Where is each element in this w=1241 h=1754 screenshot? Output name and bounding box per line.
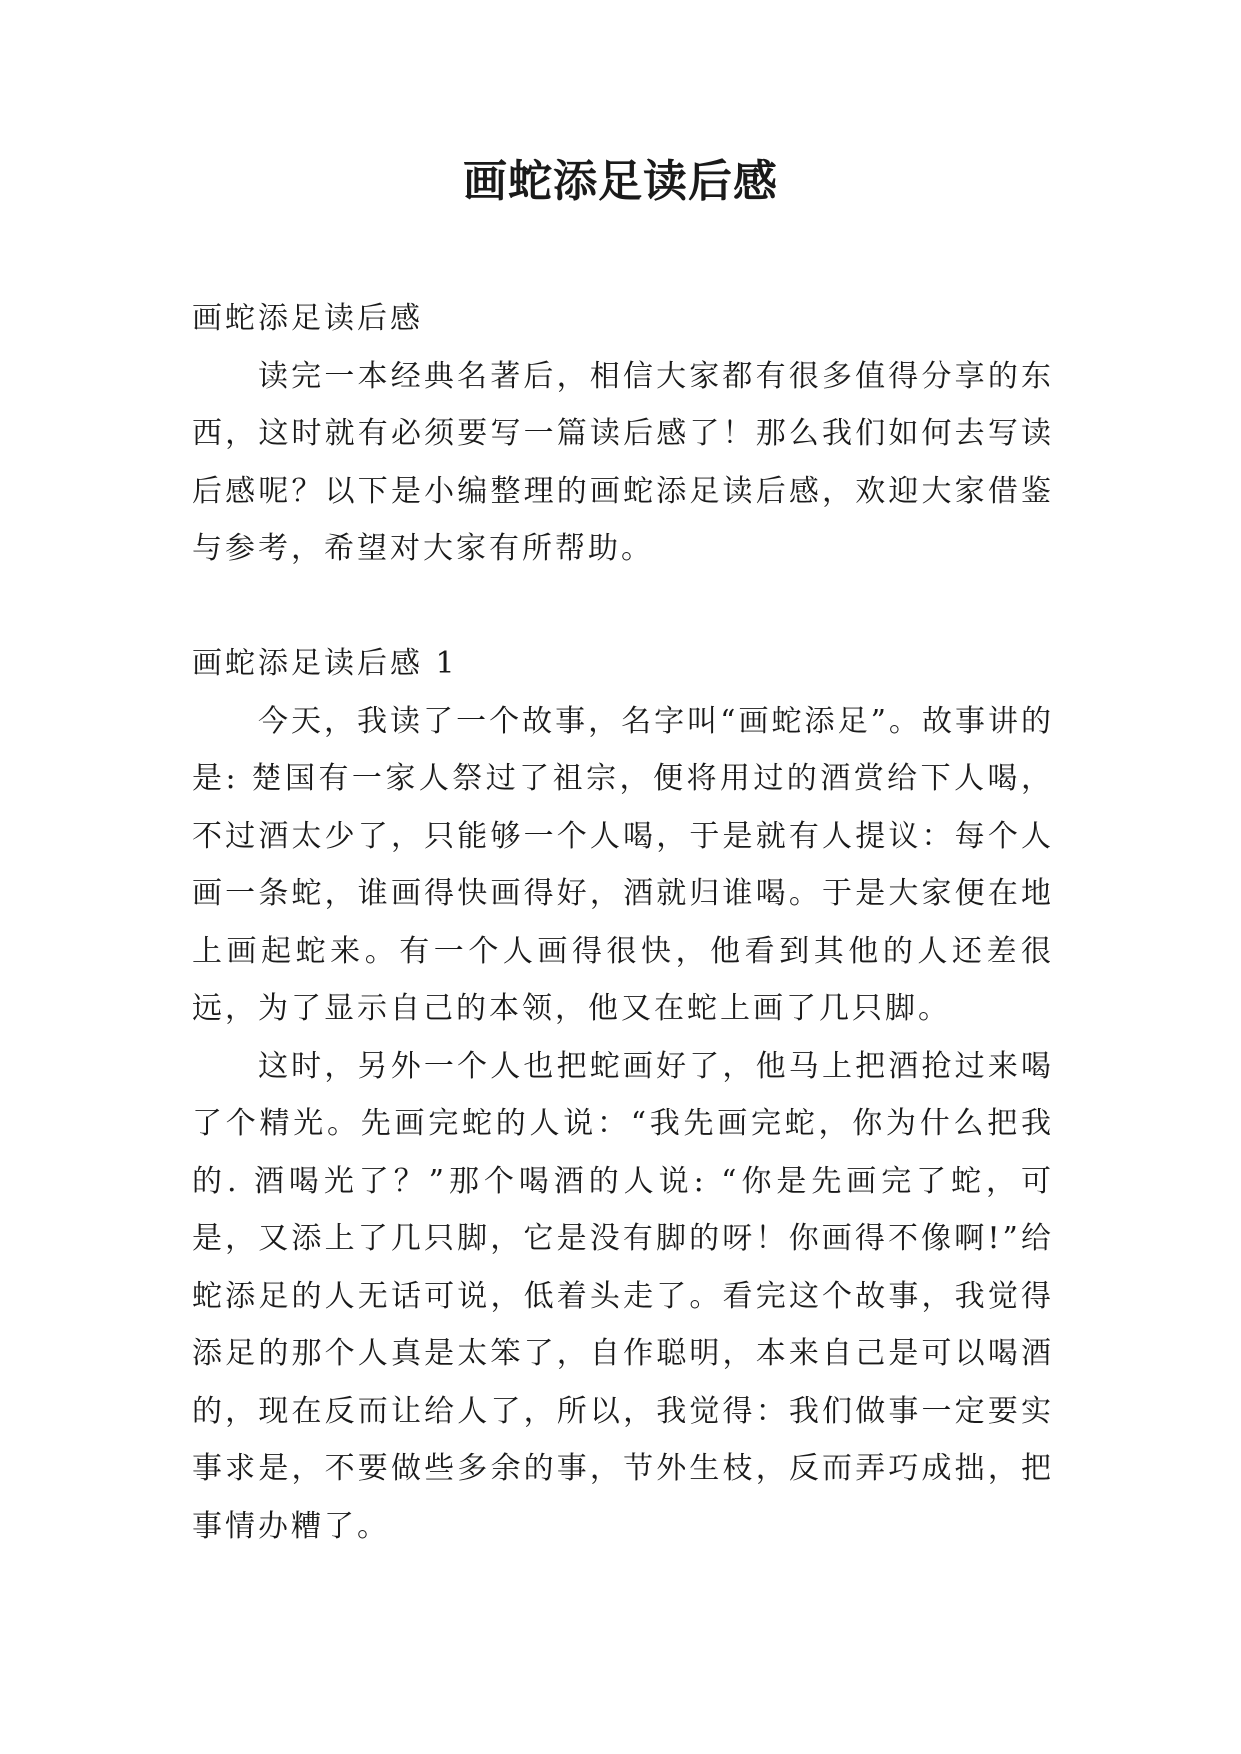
- body-paragraph: 这时，另外一个人也把蛇画好了，他马上把酒抢过来喝了个精光。先画完蛇的人说：“我先画完蛇，你为什么把我的. 酒喝光了？”那个喝酒的人说: “你是先画完了蛇，可是，又添上了几只脚，它是没有脚的呀！你画得不像啊!”给蛇添足的人无话可说，低着头走了。看完这个故事，我觉得添足的那个人真是太笨了，自作聪明，本来自己是可以喝酒的，现在反而让给人了，所以，我觉得：我们做事一定要实事求是，不要做些多余的事，节外生枝，反而弄巧成拙，把事情办糟了。: [192, 1048, 1054, 1544]
- section-heading: 画蛇添足读后感 1: [192, 646, 458, 681]
- document-body: [192, 290, 1054, 1555]
- body-paragraph: 今天，我读了一个故事，名字叫“画蛇添足”。故事讲的是: 楚国有一家人祭过了祖宗，便将用过的酒赏给下人喝，不过酒太少了，只能够一个人喝，于是就有人提议：每个人画一条蛇，谁画得快画得好，酒就归谁喝。于是大家便在地上画起蛇来。有一个人画得很快，他看到其他的人还差很远，为了显示自己的本领，他又在蛇上画了几只脚。: [192, 703, 1054, 1026]
- intro-paragraph: 读完一本经典名著后，相信大家都有很多值得分享的东西，这时就有必须要写一篇读后感了！那么我们如何去写读后感呢？以下是小编整理的画蛇添足读后感，欢迎大家借鉴与参考，希望对大家有所帮助。: [192, 358, 1054, 566]
- document-title: 画蛇添足读后感: [463, 156, 778, 207]
- intro-heading: 画蛇添足读后感: [192, 301, 423, 336]
